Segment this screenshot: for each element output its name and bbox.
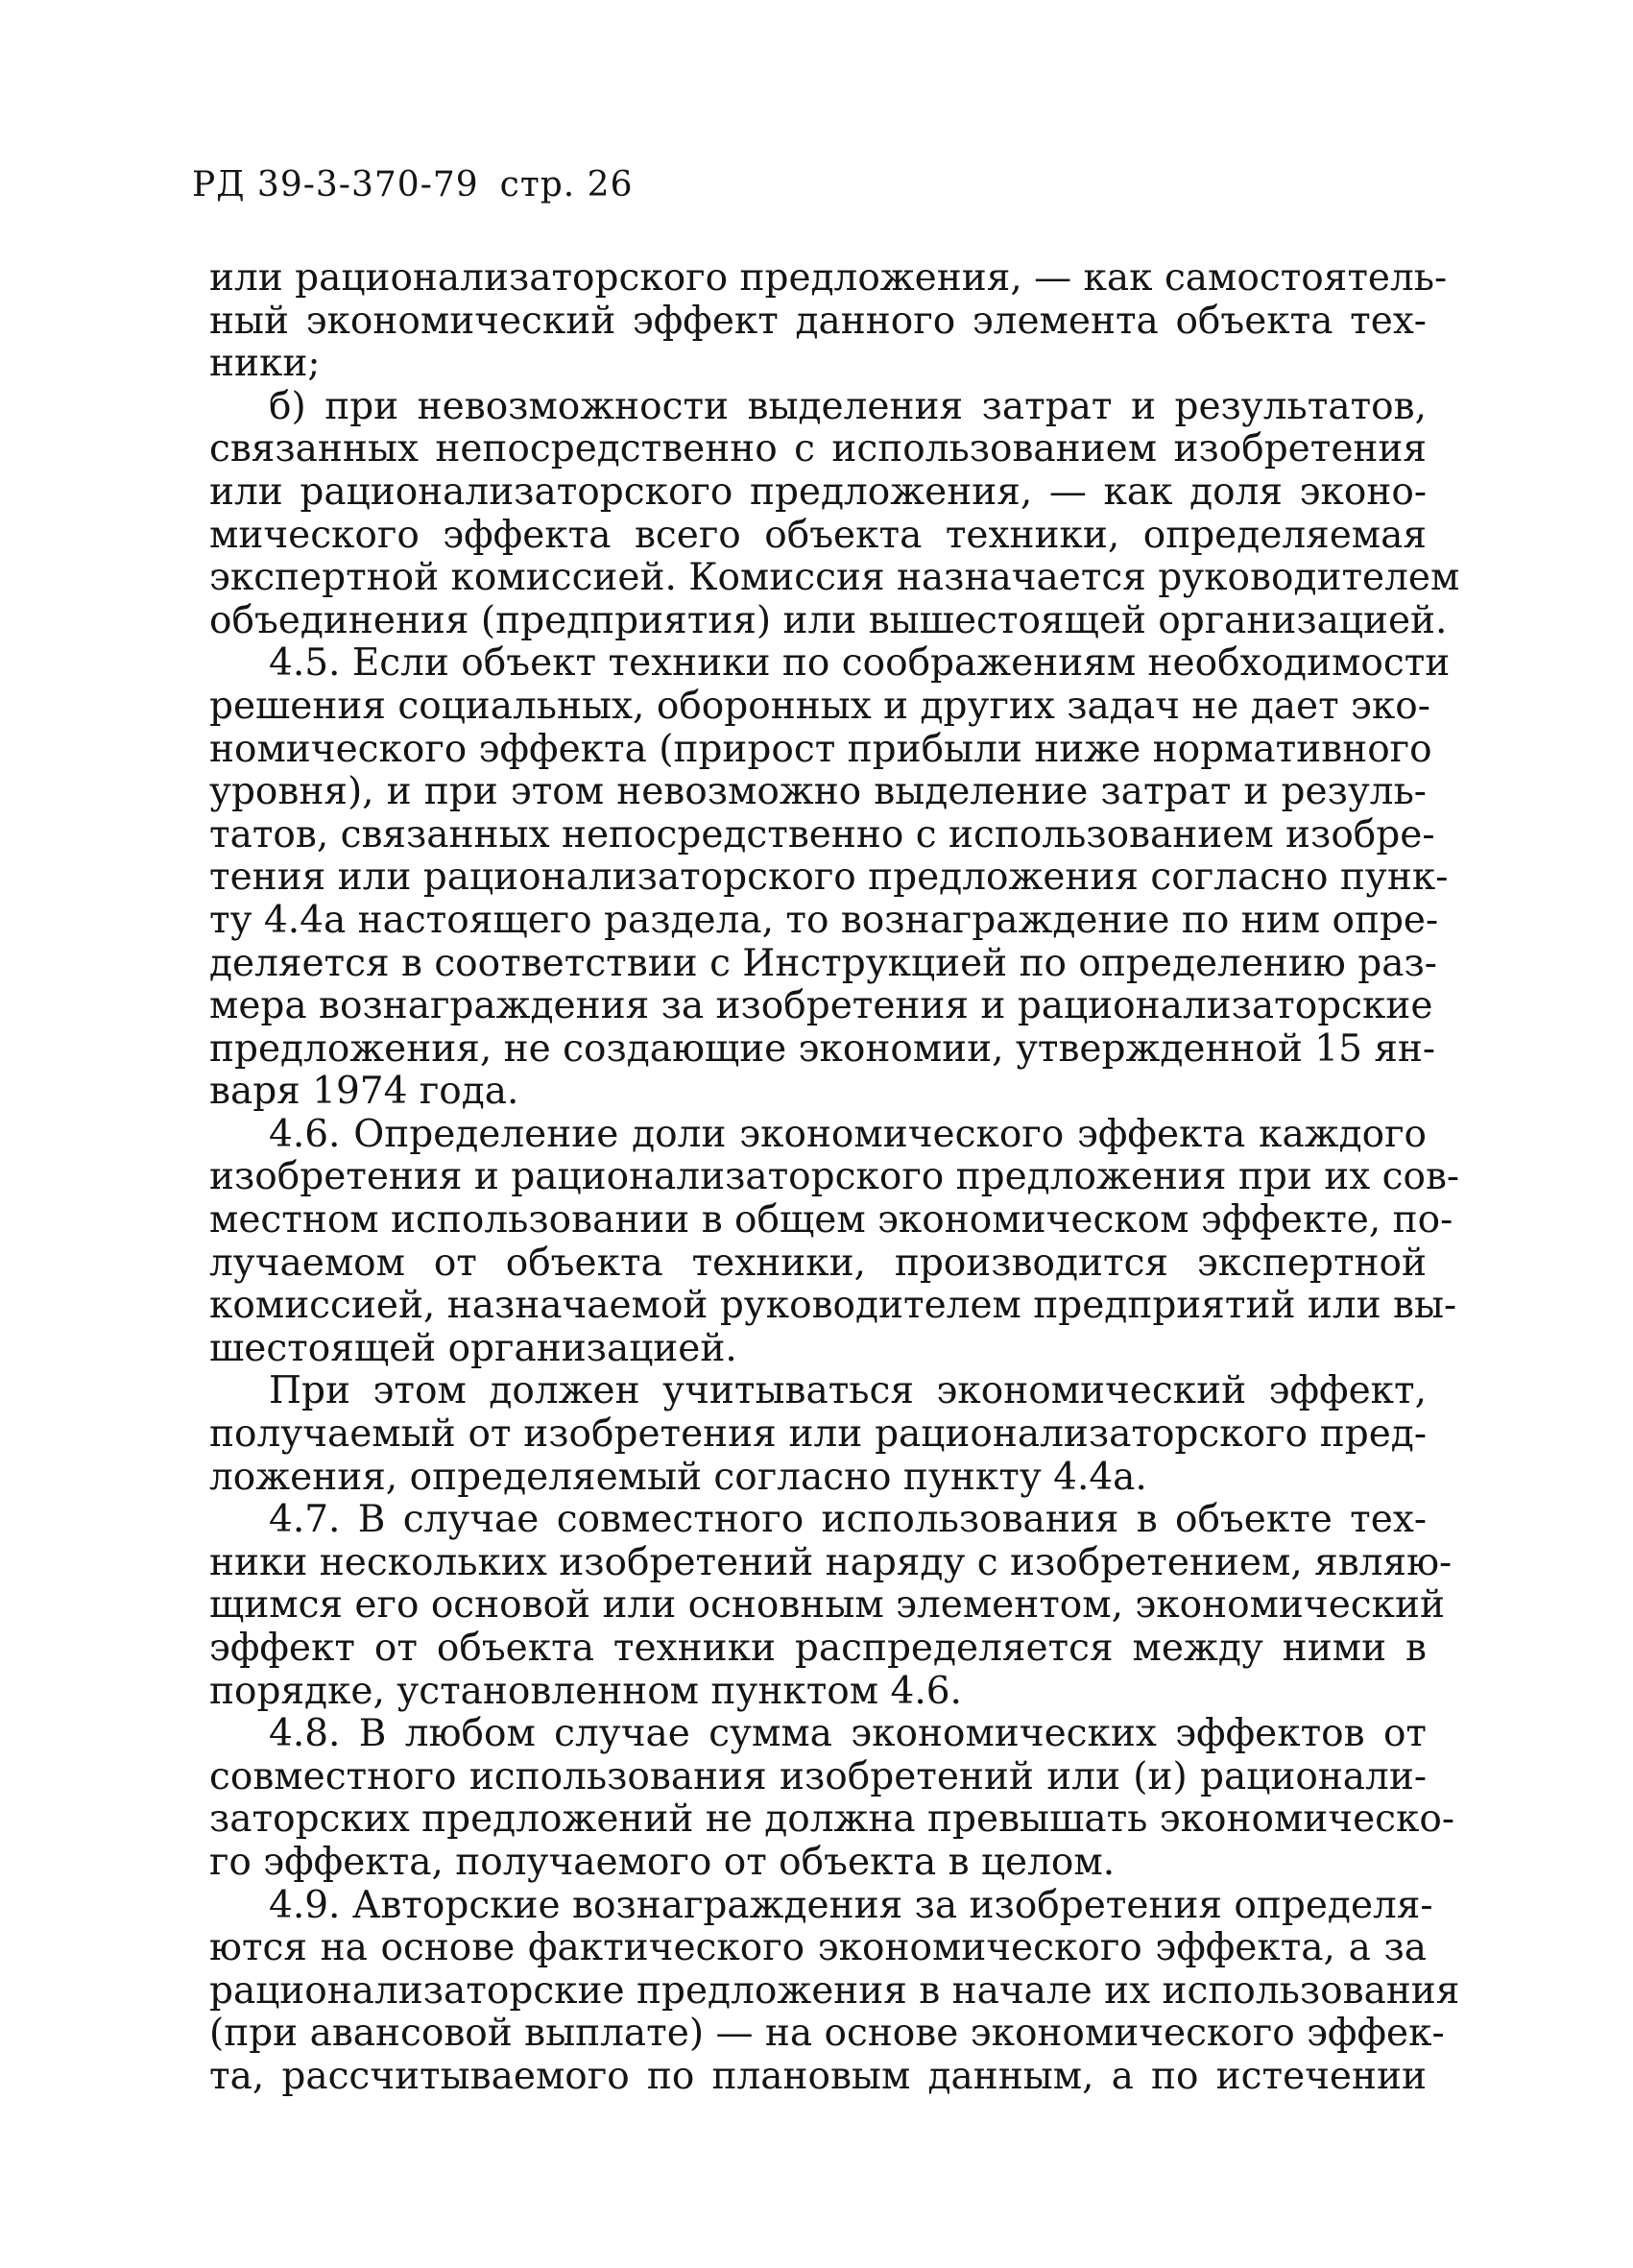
text-line: ники нескольких изобретений наряду с изобретением, являю- (209, 1540, 1453, 1584)
text-line: объединения (предприятия) или вышестоящей организацией. (209, 598, 1448, 642)
text-line: мера вознаграждения за изобретения и рационализаторские (209, 984, 1433, 1028)
text-line: 4.9. Авторские вознаграждения за изобретения определя- (269, 1883, 1433, 1927)
text-line: та, рассчитываемого по плановым данным, а по истечении (209, 2054, 1427, 2098)
body-text (209, 256, 1460, 2099)
text-line: или рационализаторского предложения, — как доля эконо- (209, 470, 1427, 514)
document-code: РД 39-3-370-79 (192, 165, 479, 205)
text-line: экспертной комиссией. Комиссия назначается руководителем (209, 556, 1460, 600)
text-line: ложения, определяемый согласно пункту 4.4а. (209, 1455, 1147, 1499)
text-line: тения или рационализаторского предложения согласно пунк- (209, 856, 1449, 900)
text-line: заторских предложений не должна превышать экономическо- (209, 1798, 1455, 1842)
page-number: стр. 26 (499, 165, 634, 205)
text-line: го эффекта, получаемого от объекта в целом. (209, 1840, 1116, 1884)
text-line: варя 1974 года. (209, 1070, 519, 1114)
text-line: 4.7. В случае совместного использования в объекте тех- (269, 1498, 1427, 1542)
text-line: 4.5. Если объект техники по соображениям необходимости (269, 641, 1451, 686)
text-line: совместного использования изобретений или (и) рационали- (209, 1754, 1427, 1798)
text-line: связанных непосредственно с использованием изобретения (209, 427, 1427, 471)
page-header (192, 165, 634, 205)
text-line: изобретения и рационализаторского предложения при их сов- (209, 1155, 1460, 1199)
text-line: или рационализаторского предложения, — как самостоятель- (209, 256, 1448, 300)
text-line: 4.8. В любом случае сумма экономических эффектов от (269, 1712, 1427, 1756)
text-line: уровня), и при этом невозможно выделение затрат и резуль- (209, 770, 1427, 814)
text-line: деляется в соответствии с Инструкцией по определению раз- (209, 941, 1437, 985)
text-line: мического эффекта всего объекта техники, определяемая (209, 513, 1427, 557)
text-line: рационализаторские предложения в начале их использования (209, 1968, 1460, 2013)
text-line: ный экономический эффект данного элемента объекта тех- (209, 299, 1427, 343)
text-line: получаемый от изобретения или рационализаторского пред- (209, 1412, 1427, 1457)
text-line: эффект от объекта техники распределяется между ними в (209, 1627, 1427, 1670)
text-line: б) при невозможности выделения затрат и результатов, (269, 384, 1427, 428)
text-line: щимся его основой или основным элементом, экономический (209, 1583, 1445, 1628)
text-line: (при авансовой выплате) — на основе экономического эффек- (209, 2012, 1445, 2056)
text-line: 4.6. Определение доли экономического эффекта каждого (269, 1112, 1427, 1156)
text-line: лучаемом от объекта техники, производится экспертной (209, 1241, 1427, 1285)
text-line: ту 4.4а настоящего раздела, то вознаграждение по ним опре- (209, 898, 1439, 942)
text-line: При этом должен учитываться экономический эффект, (269, 1369, 1427, 1413)
text-line: комиссией, назначаемой руководителем предприятий или вы- (209, 1284, 1457, 1328)
text-line: предложения, не создающие экономии, утвержденной 15 ян- (209, 1026, 1436, 1071)
text-line: местном использовании в общем экономическом эффекте, по- (209, 1198, 1453, 1243)
text-line: ются на основе фактического экономического эффекта, а за (209, 1926, 1427, 1970)
text-line: номического эффекта (прирост прибыли ниже нормативного (209, 727, 1432, 771)
text-line: татов, связанных непосредственно с использованием изобре- (209, 812, 1435, 857)
text-line: порядке, установленном пунктом 4.6. (209, 1669, 962, 1713)
text-line: шестоящей организацией. (209, 1326, 737, 1370)
text-line: ники; (209, 342, 321, 386)
text-line: решения социальных, оборонных и других задач не дает эко- (209, 684, 1430, 728)
